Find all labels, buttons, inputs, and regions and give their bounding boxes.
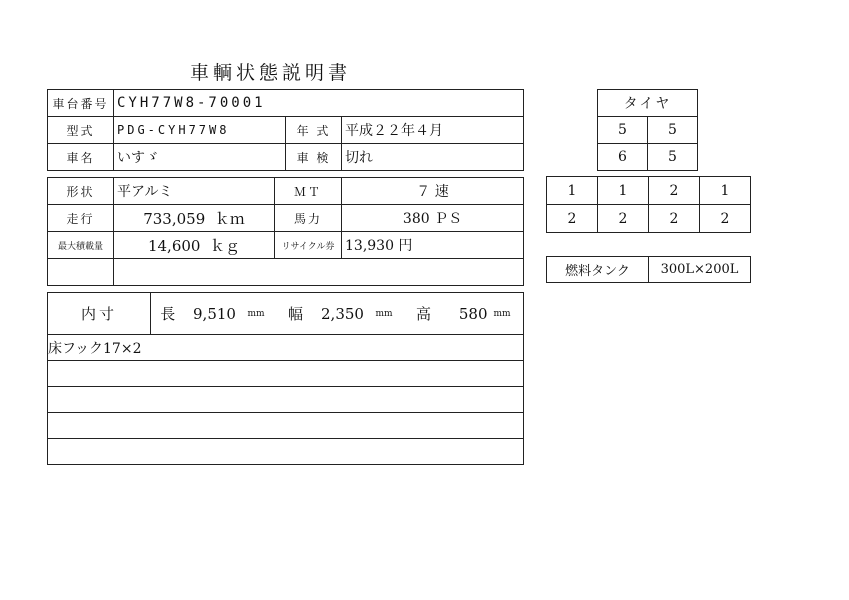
width-value: 2,350 xyxy=(313,293,373,335)
height-value: 580 xyxy=(441,293,491,335)
document-title: 車輌状態説明書 xyxy=(190,62,352,84)
load-unit: ｋｇ xyxy=(210,236,241,255)
power-value: 380 ＰＳ xyxy=(342,205,524,232)
power-label: 馬力 xyxy=(275,205,342,232)
tire-table xyxy=(597,89,698,171)
mileage-unit: ｋｍ xyxy=(214,209,245,228)
note-text: 床フック17×2 xyxy=(48,335,524,361)
height-label: 高 xyxy=(407,293,441,335)
fuel-value: 300L×200L xyxy=(649,257,751,283)
tire-value: 1 xyxy=(700,177,751,205)
tire-value: 2 xyxy=(700,205,751,233)
shape-value: 平アルミ xyxy=(114,178,275,205)
note-row xyxy=(48,439,524,465)
model-value: PDG-CYH77W8 xyxy=(114,117,286,144)
mileage-label: 走行 xyxy=(48,205,114,232)
width-unit: mm xyxy=(373,293,407,335)
mileage-row xyxy=(48,205,524,232)
tire-value: 2 xyxy=(649,205,700,233)
load-row xyxy=(48,232,524,259)
note-row xyxy=(48,387,524,413)
tire-header-row xyxy=(598,90,698,117)
note-text xyxy=(48,361,524,387)
width-label: 幅 xyxy=(279,293,313,335)
inner-size-row xyxy=(48,293,524,335)
recycle-label: リサイクル券 xyxy=(275,232,342,259)
mileage-value: 733,059 xyxy=(143,209,206,228)
year-label: 年 式 xyxy=(286,117,342,144)
inspection-label: 車 検 xyxy=(286,144,342,171)
note-row xyxy=(48,361,524,387)
note-text xyxy=(48,439,524,465)
tire-value: 1 xyxy=(598,177,649,205)
load-label: 最大積載量 xyxy=(48,232,114,259)
mt-label: ＭＴ xyxy=(275,178,342,205)
load-cell xyxy=(114,232,275,259)
fuel-table xyxy=(546,256,751,283)
empty-spec-row xyxy=(48,259,524,286)
inner-size-table xyxy=(47,292,524,465)
note-text xyxy=(48,387,524,413)
tire-value: 6 xyxy=(598,144,648,171)
note-text xyxy=(48,413,524,439)
tire-value: 2 xyxy=(547,205,598,233)
year-value: 平成２２年４月 xyxy=(342,117,524,144)
tire-row xyxy=(598,117,698,144)
maker-value: いすゞ xyxy=(114,144,286,171)
mileage-cell xyxy=(114,205,275,232)
fuel-label: 燃料タンク xyxy=(547,257,649,283)
maker-row xyxy=(48,144,524,171)
chassis-value: CYH77W8-70001 xyxy=(114,90,524,117)
length-label: 長 xyxy=(151,293,185,335)
tire-row xyxy=(598,144,698,171)
chassis-row xyxy=(48,90,524,117)
tire-label: タイヤ xyxy=(598,90,698,117)
empty-cell xyxy=(114,259,524,286)
tire-value: 5 xyxy=(598,117,648,144)
basic-info-table xyxy=(47,89,524,171)
shape-row xyxy=(48,178,524,205)
tire-rear-table xyxy=(546,176,751,233)
note-row xyxy=(48,335,524,361)
height-unit: mm xyxy=(491,293,524,335)
maker-label: 車名 xyxy=(48,144,114,171)
tire-row xyxy=(547,177,751,205)
recycle-value: 13,930 円 xyxy=(342,232,524,259)
tire-value: 5 xyxy=(648,117,698,144)
length-unit: mm xyxy=(245,293,279,335)
model-label: 型式 xyxy=(48,117,114,144)
tire-value: 2 xyxy=(598,205,649,233)
empty-cell xyxy=(48,259,114,286)
tire-value: 2 xyxy=(649,177,700,205)
load-value: 14,600 xyxy=(147,236,201,255)
mt-value: ７ 速 xyxy=(342,178,524,205)
spec-table xyxy=(47,177,524,286)
shape-label: 形状 xyxy=(48,178,114,205)
tire-row xyxy=(547,205,751,233)
chassis-label: 車台番号 xyxy=(48,90,114,117)
tire-value: 1 xyxy=(547,177,598,205)
inner-size-label: 内寸 xyxy=(48,293,151,335)
length-value: 9,510 xyxy=(185,293,245,335)
fuel-row xyxy=(547,257,751,283)
inspection-value: 切れ xyxy=(342,144,524,171)
model-row xyxy=(48,117,524,144)
tire-value: 5 xyxy=(648,144,698,171)
note-row xyxy=(48,413,524,439)
